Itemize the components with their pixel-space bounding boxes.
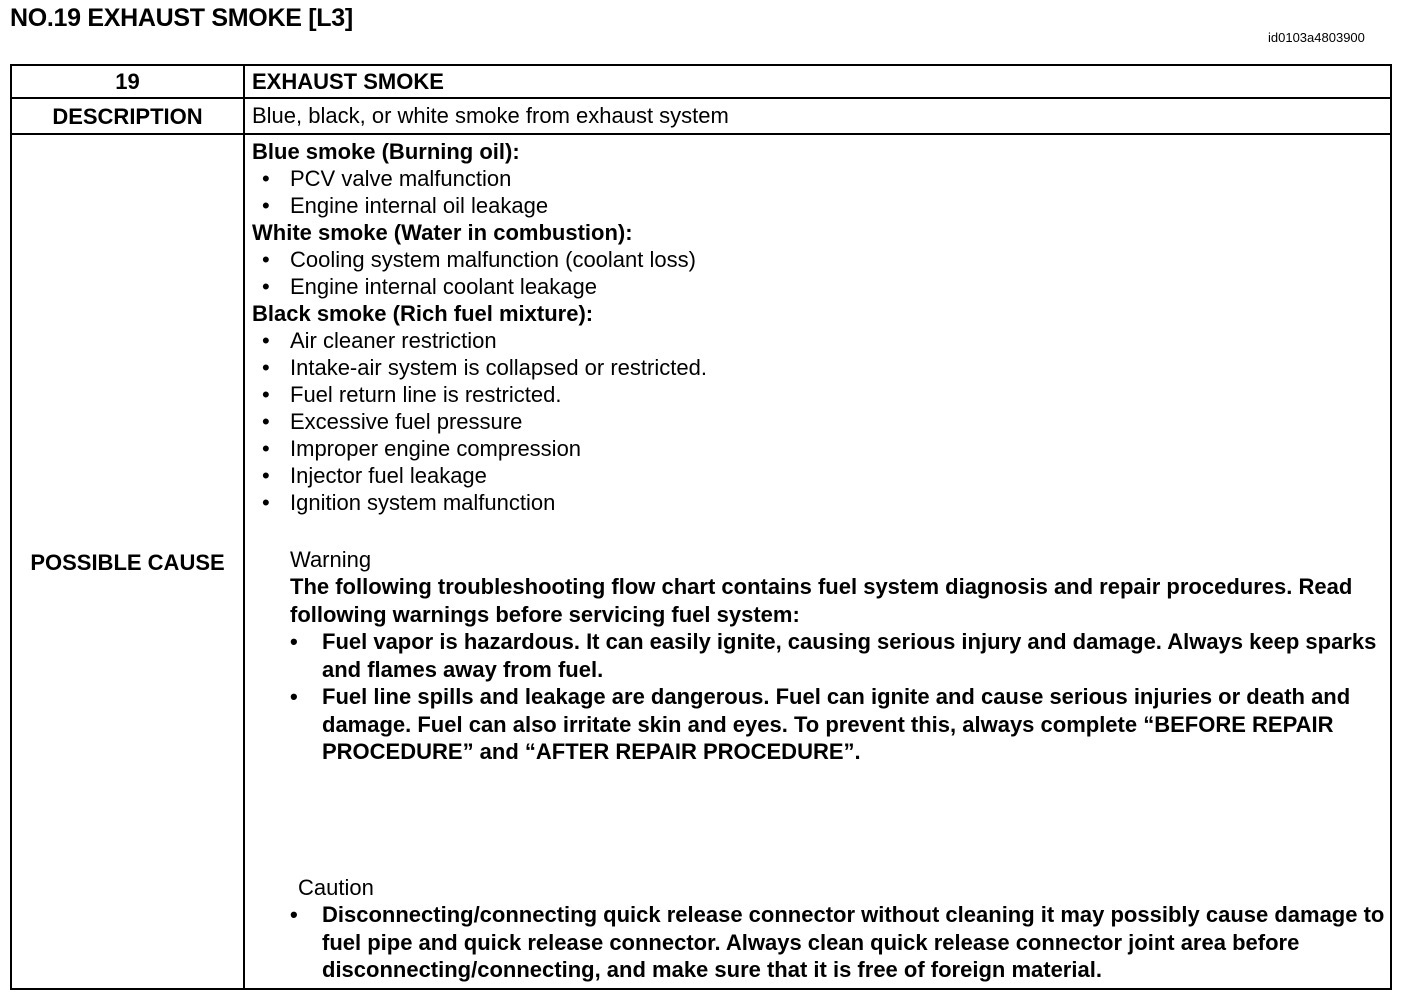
- list-item: • Engine internal coolant leakage: [262, 274, 598, 299]
- cause-heading-black: Black smoke (Rich fuel mixture):: [252, 301, 594, 326]
- document-id: id0103a4803900: [1268, 30, 1365, 45]
- caution-title: Caution: [298, 875, 374, 900]
- list-item: • Excessive fuel pressure: [262, 409, 523, 434]
- description-label: DESCRIPTION: [52, 104, 203, 129]
- caution-item: • Disconnecting/connecting quick release connector without cleaning it may possibly cause damage to fuel pipe and quick release connector. Always clean quick release connector joint area before disconnecting/connecting, and make sure that it is free of foreign material.: [290, 902, 1385, 982]
- list-item: • Fuel return line is restricted.: [262, 382, 562, 407]
- list-item: • Injector fuel leakage: [262, 463, 487, 488]
- warning-item: • Fuel vapor is hazardous. It can easily ignite, causing serious injury and damage. Always keep sparks and flames away from fuel.: [290, 629, 1377, 682]
- cause-heading-white: White smoke (Water in combustion):: [252, 220, 633, 245]
- list-item: • Engine internal oil leakage: [262, 193, 549, 218]
- list-item: • Ignition system malfunction: [262, 490, 556, 515]
- warning-block: [290, 546, 1380, 766]
- cause-heading-blue: Blue smoke (Burning oil):: [252, 139, 520, 164]
- caution-block: [290, 874, 1386, 984]
- warning-intro: The following troubleshooting flow chart contains fuel system diagnosis and repair procedures. Read following warnings before servicing fuel system:: [290, 574, 1353, 627]
- list-item: • Intake-air system is collapsed or restricted.: [262, 355, 707, 380]
- description-text: Blue, black, or white smoke from exhaust system: [252, 103, 729, 128]
- list-item: • Improper engine compression: [262, 436, 582, 461]
- diagnostic-table: [10, 64, 1392, 990]
- row-divider-1: [12, 97, 1390, 99]
- warning-title: Warning: [290, 547, 372, 572]
- page-title: NO.19 EXHAUST SMOKE [L3]: [10, 4, 353, 32]
- list-item: • Cooling system malfunction (coolant loss): [262, 247, 696, 272]
- list-item: • PCV valve malfunction: [262, 166, 512, 191]
- step-title: EXHAUST SMOKE: [252, 69, 444, 94]
- step-number: 19: [115, 69, 140, 94]
- row-divider-2: [12, 133, 1390, 135]
- possible-cause-label: POSSIBLE CAUSE: [30, 550, 225, 575]
- list-item: • Air cleaner restriction: [262, 328, 497, 353]
- column-divider: [243, 66, 245, 988]
- warning-item: • Fuel line spills and leakage are dangerous. Fuel can ignite and cause serious injuries or death and damage. Fuel can also irritate skin and eyes. To prevent this, always complete “BEFORE REPAIR PROCEDURE” and “AFTER REPAIR PROCEDURE”.: [290, 684, 1351, 764]
- possible-cause-list: [252, 138, 1386, 516]
